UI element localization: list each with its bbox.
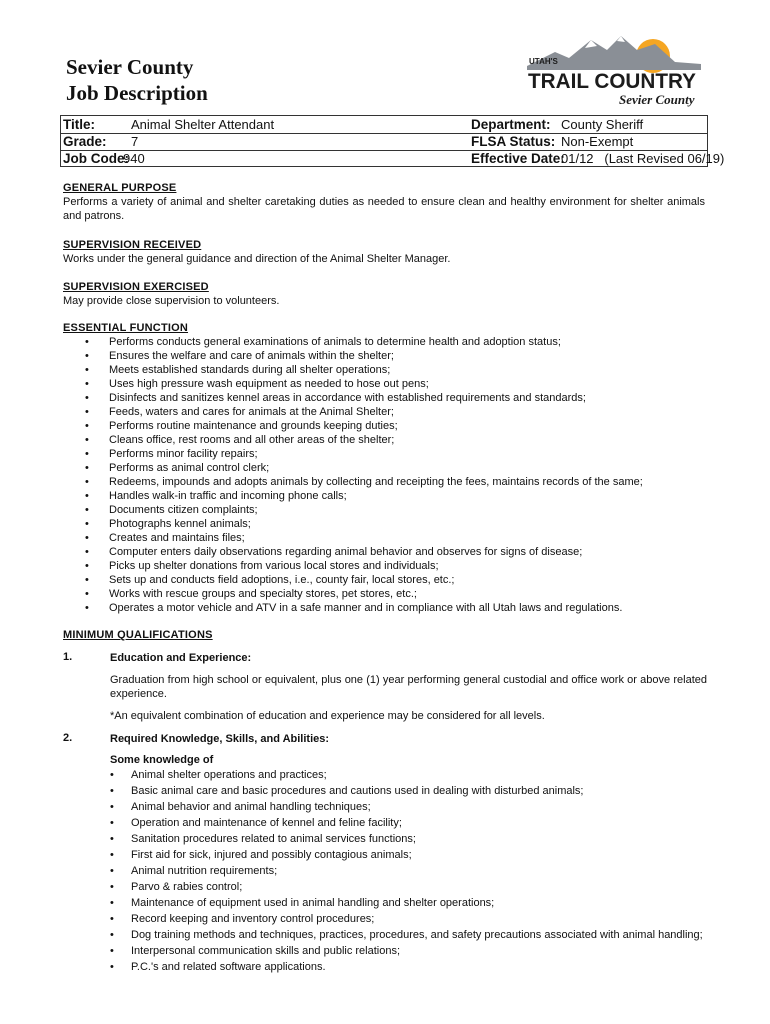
list-item: • Record keeping and inventory control procedures;: [108, 911, 708, 927]
title-line-county: Sevier County: [66, 55, 194, 79]
utah-trail-country-logo: [525, 30, 705, 112]
row-department: [471, 116, 706, 133]
value-department: County Sheriff: [561, 117, 644, 132]
logo-line-utahs: UTAH'S: [529, 57, 558, 66]
list-item: • Performs minor facility repairs;: [63, 447, 713, 461]
list-item: • Computer enters daily observations regarding animal behavior and observes for signs of disease;: [63, 545, 713, 559]
row-job-code: [63, 150, 363, 167]
list-item: • Operation and maintenance of kennel and feline facility;: [108, 815, 708, 831]
list-item: • Interpersonal communication skills and public relations;: [108, 943, 708, 959]
knowledge-list-wrapper: [108, 767, 708, 975]
section-general-purpose: [63, 181, 705, 223]
text-general-purpose: Performs a variety of animal and shelter caretaking duties as needed to ensure clean and healthy environment for shelter animals and patrons.: [63, 196, 705, 222]
heading-supervision-received: SUPERVISION RECEIVED: [63, 239, 202, 251]
list-item: • Disinfects and sanitizes kennel areas in accordance with established requirements and standards;: [63, 391, 713, 405]
heading-minimum-qualifications: MINIMUM QUALIFICATIONS: [63, 629, 213, 641]
list-item: • Meets established standards during all shelter operations;: [63, 363, 713, 377]
list-item: • Performs routine maintenance and grounds keeping duties;: [63, 419, 713, 433]
value-effective-date: 01/12 (Last Revised 06/19): [561, 151, 725, 166]
list-item: • Creates and maintains files;: [63, 531, 713, 545]
list-item: • First aid for sick, injured and possibly contagious animals;: [108, 847, 708, 863]
list-item: • Ensures the welfare and care of animals within the shelter;: [63, 349, 713, 363]
list-item: • Animal behavior and animal handling techniques;: [108, 799, 708, 815]
list-item: • Feeds, waters and cares for animals at the Animal Shelter;: [63, 405, 713, 419]
heading-essential-function: ESSENTIAL FUNCTION: [63, 322, 189, 334]
text-supervision-exercised: May provide close supervision to volunteers.: [63, 295, 280, 307]
list-item: • Documents citizen complaints;: [63, 503, 713, 517]
list-item: • Performs conducts general examinations of animals to determine health and adoption status;: [63, 335, 713, 349]
list-item: • Handles walk-in traffic and incoming phone calls;: [63, 489, 713, 503]
list-item: • Animal shelter operations and practices;: [108, 767, 708, 783]
list-item: • Sets up and conducts field adoptions, i.e., county fair, local stores, etc.;: [63, 573, 713, 587]
label-department: Department:: [471, 117, 551, 132]
knowledge-list: [108, 767, 708, 975]
essential-function-list: [63, 335, 713, 615]
heading-supervision-exercised: SUPERVISION EXERCISED: [63, 281, 209, 293]
qualification-note: *An equivalent combination of education and experience may be considered for all levels.: [110, 710, 545, 722]
qualification-number-2: 2.: [63, 732, 73, 744]
value-title: Animal Shelter Attendant: [131, 117, 275, 132]
label-flsa-status: FLSA Status:: [471, 134, 556, 149]
document-title: [66, 54, 208, 106]
label-grade: Grade:: [63, 134, 107, 149]
list-item: • Performs as animal control clerk;: [63, 461, 713, 475]
logo-line-sevier-county: Sevier County: [619, 92, 695, 107]
logo-line-trail-country: TRAIL COUNTRY: [528, 70, 696, 93]
list-item: • Parvo & rabies control;: [108, 879, 708, 895]
section-supervision-exercised: [63, 280, 279, 308]
row-effective-date: [471, 150, 725, 167]
value-job-code: 940: [123, 151, 145, 166]
list-item: • Maintenance of equipment used in animal handling and shelter operations;: [108, 895, 708, 911]
list-item: • Sanitation procedures related to animal services functions;: [108, 831, 708, 847]
list-item: • Photographs kennel animals;: [63, 517, 713, 531]
label-title: Title:: [63, 117, 96, 132]
text-supervision-received: Works under the general guidance and direction of the Animal Shelter Manager.: [63, 253, 451, 265]
list-item: • Dog training methods and techniques, practices, procedures, and safety precautions associated with animal handling;: [108, 927, 708, 943]
list-item: • Animal nutrition requirements;: [108, 863, 708, 879]
list-item: • Uses high pressure wash equipment as needed to hose out pens;: [63, 377, 713, 391]
list-item: • Operates a motor vehicle and ATV in a safe manner and in compliance with all Utah laws and regulations.: [63, 601, 713, 615]
list-item: • Cleans office, rest rooms and all other areas of the shelter;: [63, 433, 713, 447]
section-supervision-received: [63, 238, 450, 266]
heading-general-purpose: GENERAL PURPOSE: [63, 182, 177, 194]
qualification-title-ksa: Required Knowledge, Skills, and Abilities:: [110, 733, 330, 745]
row-flsa-status: [471, 133, 706, 150]
qualification-number-1: 1.: [63, 651, 73, 663]
row-title: [63, 116, 363, 133]
list-item: • Picks up shelter donations from various local stores and individuals;: [63, 559, 713, 573]
value-flsa-status: Non-Exempt: [561, 134, 634, 149]
qualification-subheading-some-knowledge: Some knowledge of: [110, 754, 214, 766]
row-grade: [63, 133, 363, 150]
section-minimum-qualifications: [63, 628, 213, 642]
label-effective-date: Effective Date:: [471, 151, 565, 166]
section-essential-function: [63, 321, 713, 615]
qualification-title-education: Education and Experience:: [110, 652, 252, 664]
title-line-job-description: Job Description: [66, 81, 208, 105]
label-job-code: Job Code:: [63, 151, 129, 166]
value-grade: 7: [131, 134, 139, 149]
list-item: • P.C.'s and related software applications.: [108, 959, 708, 975]
list-item: • Redeems, impounds and adopts animals by collecting and receipting the fees, maintains records of the same;: [63, 475, 713, 489]
list-item: • Basic animal care and basic procedures and cautions used in dealing with disturbed animals;: [108, 783, 708, 799]
list-item: • Works with rescue groups and specialty stores, pet stores, etc.;: [63, 587, 713, 601]
qualification-text-education: Graduation from high school or equivalent, plus one (1) year performing general custodial and office work or above related experience.: [110, 674, 707, 700]
